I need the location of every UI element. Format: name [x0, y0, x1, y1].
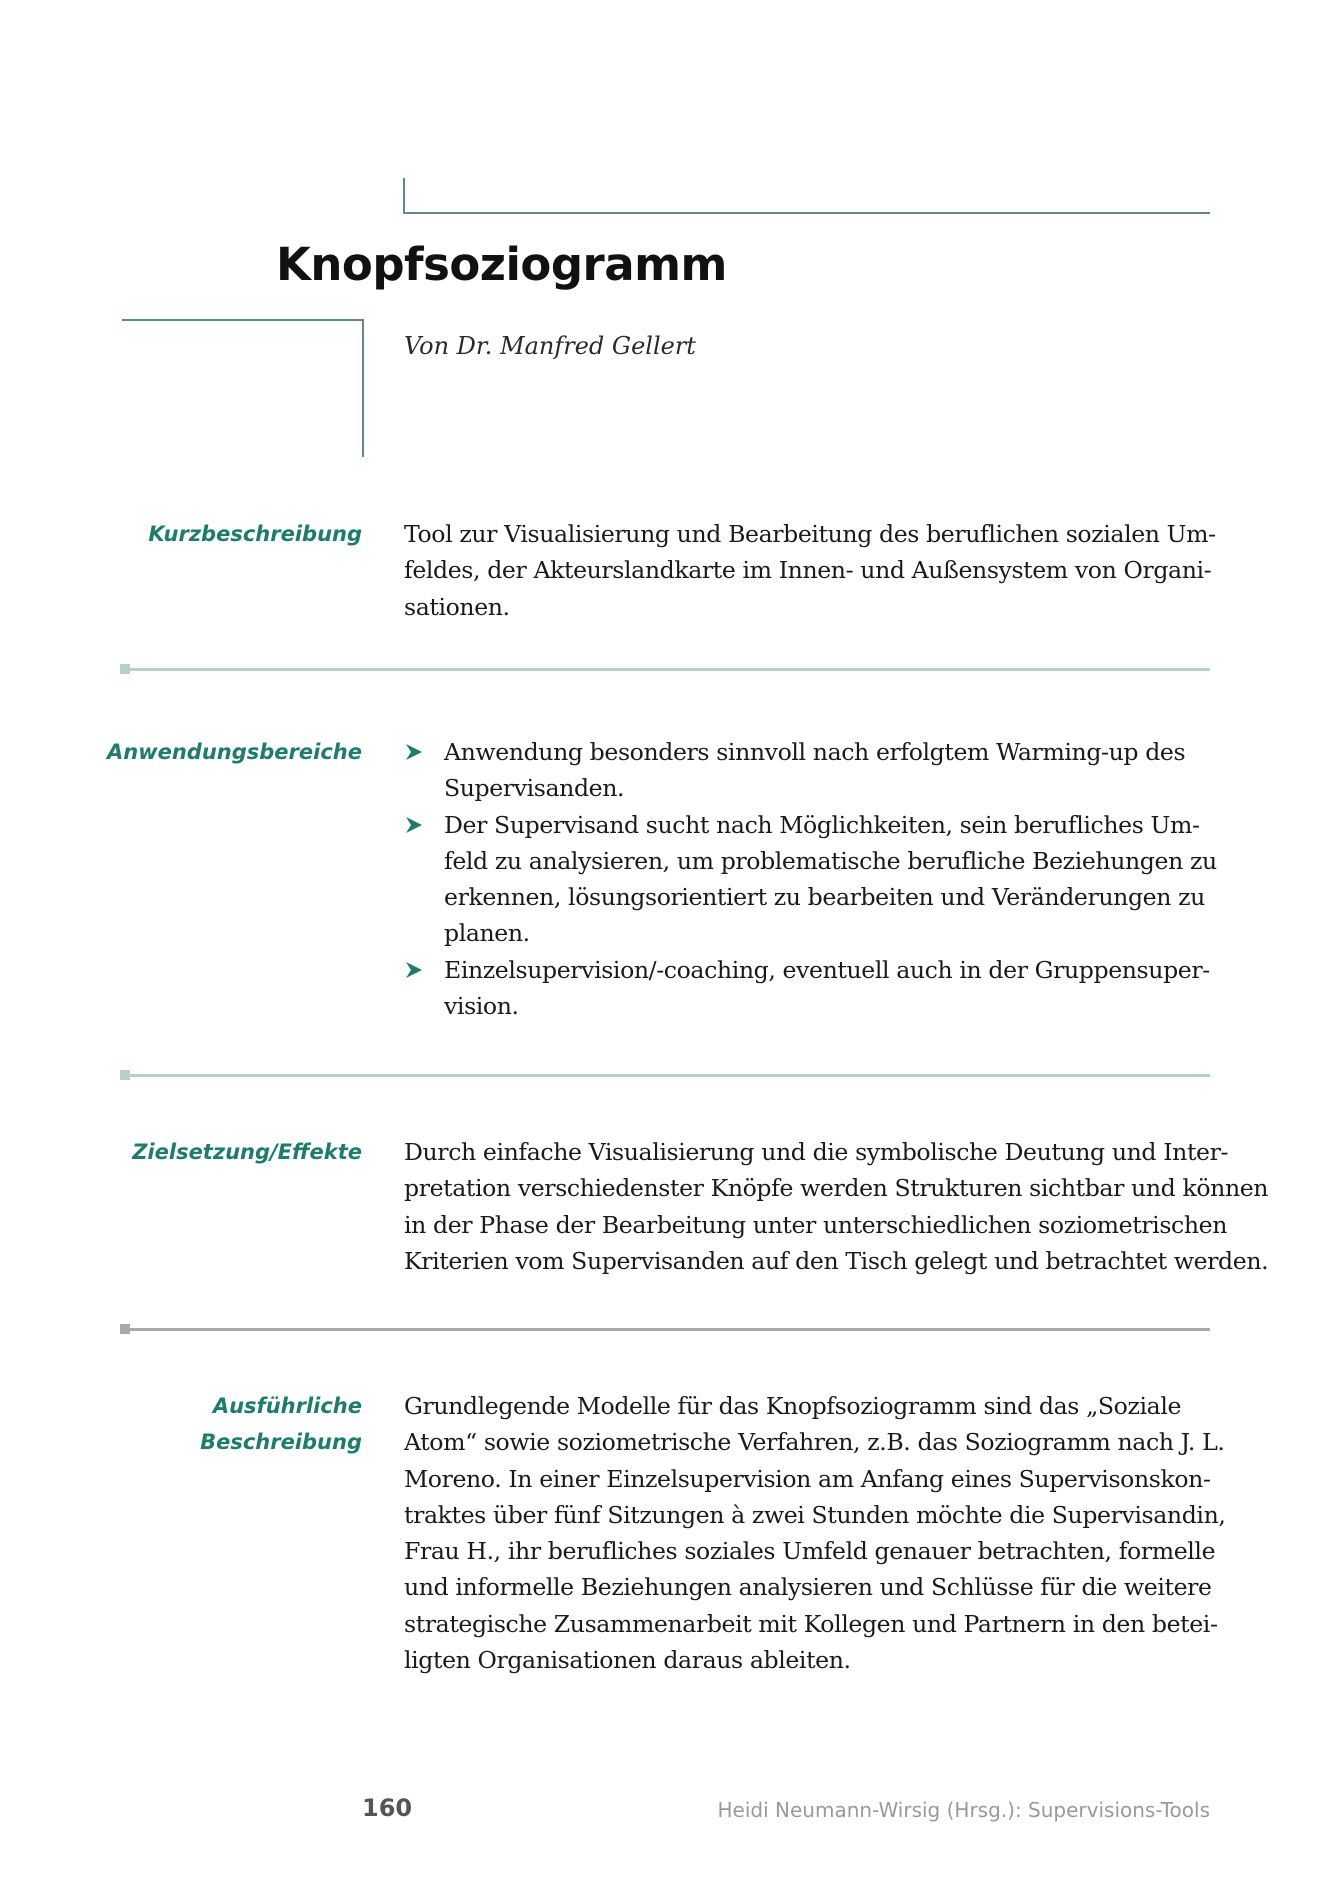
- text-line: strategische Zusammenarbeit mit Kollegen und Partnern in den betei-: [404, 1609, 1218, 1638]
- chevron-right-icon: [404, 815, 424, 835]
- section-label-zielsetzung: Zielsetzung/Effekte: [132, 1140, 362, 1164]
- frame-line-top-horizontal: [403, 212, 1210, 214]
- section-label-kurzbeschreibung: Kurzbeschreibung: [148, 522, 362, 546]
- text-line: sationen.: [404, 592, 510, 621]
- text-line: Einzelsupervision/-coaching, eventuell auch in der Gruppensuper-: [444, 955, 1210, 984]
- text-line: Der Supervisand sucht nach Möglichkeiten, sein berufliches Um-: [444, 810, 1200, 839]
- list-item: [404, 952, 1224, 1025]
- text-line: Tool zur Visualisierung und Bearbeitung des beruflichen sozialen Um-: [404, 520, 1216, 548]
- text-line: Anwendung besonders sinnvoll nach erfolgtem Warming-up des: [444, 738, 1186, 766]
- section-text-kurzbeschreibung: [404, 516, 1214, 625]
- text-line: Moreno. In einer Einzelsupervision am Anfang eines Supervisonskon-: [404, 1464, 1211, 1493]
- text-line: in der Phase der Bearbeitung unter unterschiedlichen soziometrischen: [404, 1210, 1227, 1239]
- text-line: ligten Organisationen daraus ableiten.: [404, 1646, 851, 1675]
- text-line: vision.: [444, 992, 519, 1021]
- frame-line-left-horizontal: [122, 319, 364, 321]
- chevron-right-icon: [404, 742, 424, 762]
- text-line: planen.: [444, 919, 530, 948]
- chevron-right-icon: [404, 960, 424, 980]
- section-divider: [124, 668, 1210, 671]
- text-line: feldes, der Akteurslandkarte im Innen- und Außensystem von Organi-: [404, 556, 1212, 585]
- section-divider: [124, 1074, 1210, 1077]
- text-line: feld zu analysieren, um problematische berufliche Beziehungen zu: [444, 846, 1217, 875]
- section-divider: [124, 1328, 1210, 1331]
- text-line: erkennen, lösungsorientiert zu bearbeiten und Veränderungen zu: [444, 883, 1205, 912]
- text-line: Atom“ sowie soziometrische Verfahren, z.B. das Soziogramm nach J. L.: [404, 1428, 1225, 1457]
- text-line: pretation verschiedenster Knöpfe werden Strukturen sichtbar und können: [404, 1174, 1269, 1203]
- bullet-list-anwendungsbereiche: [404, 734, 1224, 1024]
- author-line: Von Dr. Manfred Gellert: [404, 332, 696, 360]
- section-label-anwendungsbereiche: Anwendungsbereiche: [107, 740, 362, 764]
- text-line: und informelle Beziehungen analysieren und Schlüsse für die weitere: [404, 1573, 1212, 1602]
- text-line: Grundlegende Modelle für das Knopfsoziogramm sind das „Soziale: [404, 1392, 1182, 1420]
- label-line: Ausführliche: [212, 1394, 362, 1418]
- text-line: Supervisanden.: [444, 774, 625, 803]
- page-number: 160: [362, 1794, 413, 1822]
- text-line: traktes über fünf Sitzungen à zwei Stunden möchte die Supervisandin,: [404, 1500, 1226, 1529]
- section-text-zielsetzung: [404, 1134, 1269, 1279]
- text-line: Kriterien vom Supervisanden auf den Tisch gelegt und betrachtet werden.: [404, 1246, 1269, 1275]
- frame-line-left-vertical: [362, 319, 364, 457]
- list-item: [404, 734, 1224, 807]
- list-item: [404, 807, 1224, 952]
- frame-line-top-vertical: [403, 178, 405, 214]
- page-title: Knopfsoziogramm: [276, 238, 727, 291]
- text-line: Durch einfache Visualisierung und die symbolische Deutung und Inter-: [404, 1138, 1229, 1166]
- text-line: Frau H., ihr berufliches soziales Umfeld genauer betrachten, formelle: [404, 1537, 1216, 1566]
- label-line: Beschreibung: [200, 1430, 362, 1454]
- running-footer: Heidi Neumann-Wirsig (Hrsg.): Supervisions-Tools: [717, 1798, 1210, 1822]
- section-text-ausfuehrliche-beschreibung: [404, 1388, 1226, 1678]
- section-label-ausfuehrliche-beschreibung: [72, 1388, 362, 1460]
